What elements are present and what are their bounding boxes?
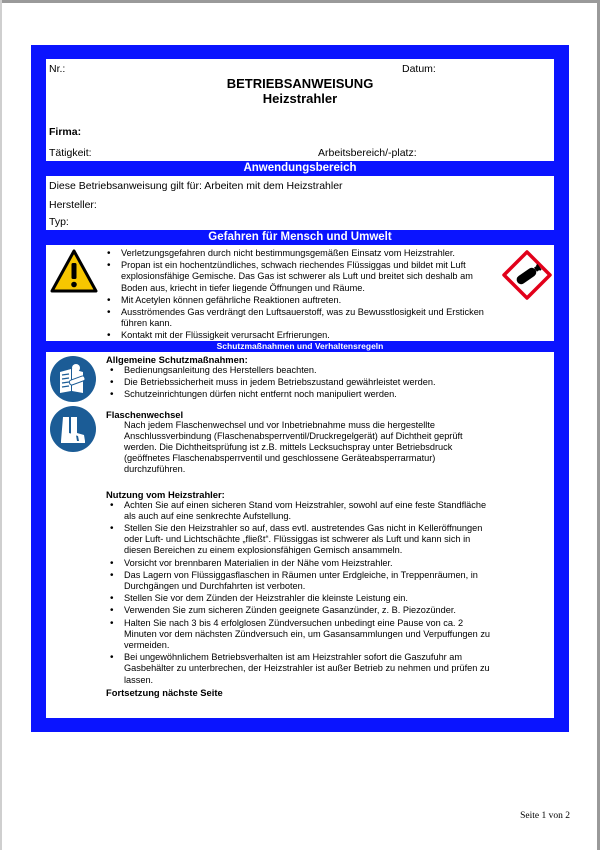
- page-top-edge: [0, 0, 600, 3]
- allgemein-item: • Schutzeinrichtungen dürfen nicht entfernt noch manipuliert werden.: [106, 389, 546, 400]
- schutz-content: [106, 354, 546, 698]
- schutz-panel: [46, 352, 554, 718]
- typ-label: Typ:: [49, 216, 69, 228]
- nutzung-item: • Bei ungewöhnlichem Betriebsverhalten ist am Heizstrahler sofort die Gaszufuhr am Gasbehälter zu unterbrechen, der Heizstrahler ist außer Betrieb zu nehmen und prüfen zu lassen.: [106, 652, 498, 686]
- allgemein-list: [106, 365, 546, 401]
- nutzung-item: • Stellen Sie den Heizstrahler so auf, dass evtl. austretendes Gas nicht in Kelleröffnungen oder Luft- und Lichtschächte „fließt“. Flüssiggas ist schwerer als Luft und kann sich in diesen Bereichen zu einem explosionsfähigen Gemisch ansammeln.: [106, 523, 498, 557]
- gefahren-item: • Propan ist ein hochentzündliches, schwach riechendes Flüssiggas und bildet mit Luft explosionsfähige Gemische. Das Gas ist schwerer als Luft und breitet sich deshalb am Boden aus, kriecht in tiefer liegende Öffnungen und Räume.: [103, 260, 501, 294]
- nutzung-item: • Stellen Sie vor dem Zünden der Heizstrahler die kleinste Leistung ein.: [106, 593, 498, 604]
- page-left-edge: [0, 0, 2, 850]
- instruction-frame: [31, 45, 569, 732]
- firma-label: Firma:: [49, 126, 82, 138]
- nutzung-item: • Achten Sie auf einen sicheren Stand vom Heizstrahler, sowohl auf eine feste Standfläche als auch auf eine senkrechte Aufstellung.: [106, 500, 498, 522]
- nr-label: Nr.:: [49, 63, 66, 75]
- gefahren-panel: [46, 245, 554, 341]
- nutzung-item: • Verwenden Sie zum sicheren Zünden geeignete Gasanzünder, z. B. Piezozünder.: [106, 605, 498, 616]
- document-title: BETRIEBSANWEISUNG: [226, 76, 374, 91]
- gefahren-heading: Gefahren für Mensch und Umwelt: [46, 231, 554, 244]
- read-manual-icon: [49, 355, 97, 403]
- gefahren-item: • Verletzungsgefahren durch nicht bestimmungsgemäßen Einsatz vom Heizstrahler.: [103, 248, 501, 259]
- document-subtitle: Heizstrahler: [262, 91, 338, 106]
- allgemein-heading: Allgemeine Schutzmaßnahmen:: [106, 354, 248, 365]
- nutzung-list: [106, 500, 498, 686]
- allgemein-item: • Bedienungsanleitung des Herstellers beachten.: [106, 365, 546, 376]
- safety-boots-icon: [49, 405, 97, 453]
- anwendungsbereich-heading: Anwendungsbereich: [46, 162, 554, 175]
- schutz-heading: Schutzmaßnahmen und Verhaltensregeln: [46, 342, 554, 351]
- anwendungsbereich-panel: [46, 176, 554, 230]
- taetigkeit-label: Tätigkeit:: [49, 147, 92, 159]
- gilt-fuer-text: Diese Betriebsanweisung gilt für: Arbeiten mit dem Heizstrahler: [49, 180, 343, 192]
- nutzung-item: • Halten Sie nach 3 bis 4 erfolglosen Zündversuchen unbedingt eine Pause von ca. 2 Minuten vor dem nächsten Zündversuch ein, um Gasansammlungen und Verpuffungen zu vermeiden.: [106, 618, 498, 652]
- arbeitsbereich-label: Arbeitsbereich/-platz:: [318, 147, 417, 159]
- fortsetzung-note: Fortsetzung nächste Seite: [106, 686, 223, 698]
- nutzung-heading: Nutzung vom Heizstrahler:: [106, 488, 225, 500]
- gefahren-list: [103, 248, 501, 343]
- gefahren-item: • Ausströmendes Gas verdrängt den Luftsauerstoff, was zu Bewusstlosigkeit und Ersticken führen kann.: [103, 307, 501, 329]
- header-panel: [46, 59, 554, 161]
- flaschenwechsel-text: Nach jedem Flaschenwechsel und vor Inbetriebnahme muss die hergestellte Anschlussverbindung (Flaschenabsperrventil/Druckregelgerät) auf Dichtheit geprüft werden. Die Dichtheitsprüfung ist z.B. mittels Lecksuchspray unter Betriebsdruck (geöffnetes Flaschenabsperrventil und geschlossene Geräteabsperrarmatur) durchzuführen.: [124, 419, 463, 475]
- gefahren-item: • Kontakt mit der Flüssigkeit verursacht Erfrierungen.: [103, 330, 501, 341]
- datum-label: Datum:: [402, 63, 436, 75]
- gefahren-item: • Mit Acetylen können gefährliche Reaktionen auftreten.: [103, 295, 501, 306]
- gas-cylinder-ghs-icon: [502, 250, 552, 300]
- allgemein-item: • Die Betriebssicherheit muss in jedem Betriebszustand gewährleistet werden.: [106, 377, 546, 388]
- flaschenwechsel-heading: Flaschenwechsel: [106, 408, 184, 420]
- page-number: Seite 1 von 2: [520, 811, 570, 821]
- hersteller-label: Hersteller:: [49, 199, 97, 211]
- nutzung-item: • Vorsicht vor brennbaren Materialien in der Nähe vom Heizstrahler.: [106, 558, 498, 569]
- nutzung-item: • Das Lagern von Flüssiggasflaschen in Räumen unter Erdgleiche, in Treppenräumen, in Durchgängen und Durchfahrten ist verboten.: [106, 570, 498, 592]
- warning-triangle-icon: [50, 249, 98, 293]
